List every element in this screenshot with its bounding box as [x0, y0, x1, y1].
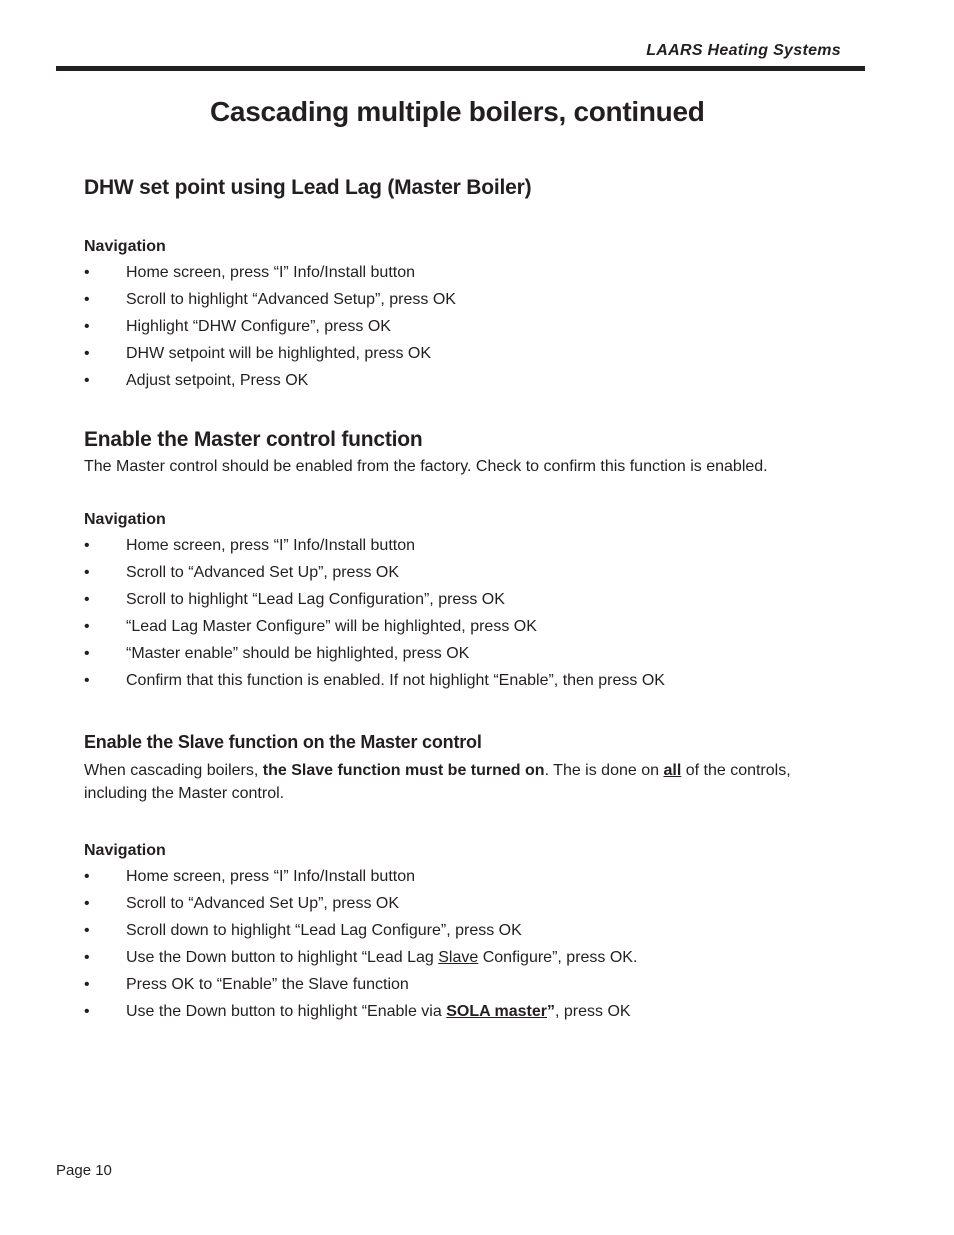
- list-item: • Confirm that this function is enabled. If not highlight “Enable”, then press OK: [84, 667, 844, 694]
- section-heading: DHW set point using Lead Lag (Master Boiler): [84, 176, 532, 199]
- section-intro: The Master control should be enabled from the factory. Check to confirm this function is enabled.: [84, 458, 768, 475]
- list-item: • “Master enable” should be highlighted, press OK: [84, 640, 844, 667]
- emphasis-text: the Slave function must be turned on: [262, 762, 545, 779]
- list-item: • Adjust setpoint, Press OK: [84, 367, 844, 394]
- page-number: Page 10: [56, 1162, 112, 1179]
- section-slave-function: [84, 730, 844, 1025]
- step-list: [84, 532, 844, 694]
- header-rule: [56, 66, 865, 71]
- list-item: • DHW setpoint will be highlighted, press OK: [84, 340, 844, 367]
- list-item: • Press OK to “Enable” the Slave function: [84, 971, 844, 998]
- navigation-label: Navigation: [84, 511, 166, 528]
- list-item: • Scroll down to highlight “Lead Lag Configure”, press OK: [84, 917, 844, 944]
- brand-header: LAARS Heating Systems: [646, 42, 841, 59]
- list-item: • Home screen, press “I” Info/Install button: [84, 532, 844, 559]
- list-item: • Use the Down button to highlight “Lead Lag Slave Configure”, press OK.: [84, 944, 844, 971]
- navigation-label: Navigation: [84, 842, 166, 859]
- step-list: [84, 863, 844, 1025]
- section-master-control: [84, 427, 844, 694]
- emphasis-text: SOLA master: [446, 1003, 547, 1020]
- list-item: • Scroll to highlight “Advanced Setup”, press OK: [84, 286, 844, 313]
- list-item: • Scroll to “Advanced Set Up”, press OK: [84, 559, 844, 586]
- list-item: • Scroll to highlight “Lead Lag Configuration”, press OK: [84, 586, 844, 613]
- list-item: • Highlight “DHW Configure”, press OK: [84, 313, 844, 340]
- section-intro: When cascading boilers, the Slave function must be turned on. The is done on all of the controls, including the Master control.: [84, 762, 791, 802]
- navigation-label: Navigation: [84, 238, 166, 255]
- section-dhw-setpoint: [84, 175, 844, 394]
- emphasis-text: Slave: [438, 949, 479, 966]
- emphasis-text: all: [663, 762, 682, 779]
- step-list: [84, 259, 844, 394]
- list-item: • Home screen, press “I” Info/Install button: [84, 863, 844, 890]
- page-title: Cascading multiple boilers, continued: [210, 96, 705, 127]
- list-item: • Home screen, press “I” Info/Install button: [84, 259, 844, 286]
- list-item: • Scroll to “Advanced Set Up”, press OK: [84, 890, 844, 917]
- section-heading: Enable the Master control function: [84, 428, 423, 451]
- section-heading: Enable the Slave function on the Master control: [84, 732, 482, 752]
- list-item: • Use the Down button to highlight “Enable via SOLA master”, press OK: [84, 998, 844, 1025]
- list-item: • “Lead Lag Master Configure” will be highlighted, press OK: [84, 613, 844, 640]
